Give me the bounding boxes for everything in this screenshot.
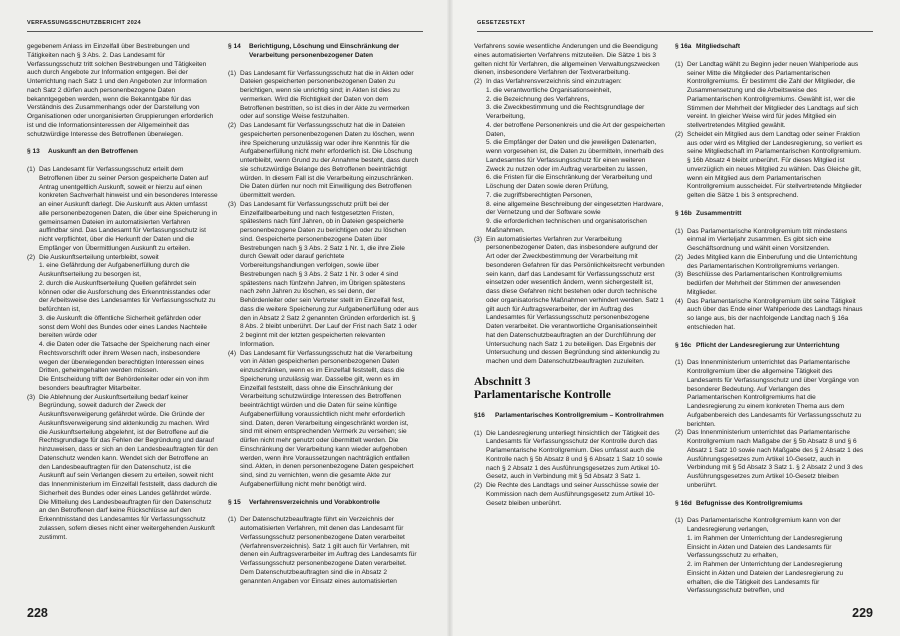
paragraph-text: Jedes Mitglied kann die Einberufung und die Unterrichtung des Parlamentarischen Kontrollgremiums verlangen. xyxy=(687,253,857,270)
numbered-paragraph xyxy=(474,430,665,483)
paragraph-text: Das Innenministerium unterrichtet das Parlamentarische Kontrollgremium nach Maßgabe der § 5b Absatz 8 und § 6 Absatz 1 Satz 10 sowie nach Maßgabe des § 2 Absatz 1 des Ausführungsgesetzes zum Artikel 10-Gesetz, auch in Verbindung mit § 5d Absatz 3 Satz 1. § 2 Absatz 2 und 3 des Ausführungsgesetzes zum Artikel 10-Gesetz bleiben unberührt. xyxy=(687,429,864,489)
paragraph-number xyxy=(675,561,687,596)
section-title: Zusammentritt xyxy=(696,209,742,217)
paragraph-text: 3. die Zweckbestimmung und die Rechtsgrundlage der Verarbeitung, xyxy=(486,104,645,120)
paragraph-number: (2) xyxy=(675,130,684,138)
paragraph-number: (2) xyxy=(474,78,483,85)
paragraph-text: Die Auskunftserteilung unterbleibt, soweit xyxy=(39,253,159,261)
numbered-paragraph xyxy=(228,122,419,201)
numbered-paragraph xyxy=(474,192,665,201)
numbered-paragraph xyxy=(27,254,218,263)
paragraph-text: Die Landesregierung unterliegt hinsichtlich der Tätigkeit des Landesamts für Verfassungsschutz der Kontrolle durch das Parlamentarische Kontrollgremium. Dies umfasst auch die Kontrolle nach § 5b Absatz 8 und § 6 Absatz 1 Satz 10 sowie nach § 2 Absatz 1 des Ausführungsgesetzes zum Artikel 10-Gesetz, auch in Verbindung mit § 5d Absatz 3 Satz 1. xyxy=(486,429,663,481)
section-title: Pflicht der Landesregierung zur Unterrichtung xyxy=(696,341,840,349)
paragraph-number xyxy=(474,192,486,201)
paragraph-text: Die Rechte des Landtags und seiner Ausschüsse sowie der Kommission nach dem Ausführungsgesetz zum Artikel 10-Gesetz bleiben unberührt. xyxy=(486,482,659,507)
numbered-paragraph xyxy=(474,96,665,105)
running-head: GESETZESTEXT xyxy=(477,20,526,26)
paragraph-text: 7. die zugriffsberechtigten Personen, xyxy=(486,191,593,199)
numbered-paragraph xyxy=(675,298,866,333)
numbered-paragraph xyxy=(228,70,419,123)
page-number: 229 xyxy=(852,606,873,620)
numbered-paragraph xyxy=(675,561,866,596)
paragraph-number xyxy=(27,341,39,376)
paragraph-number: (3) xyxy=(474,235,483,243)
paragraph-text: Das Parlamentarische Kontrollgremium kann von der Landesregierung verlangen, xyxy=(687,517,841,533)
paragraph-number: (1) xyxy=(675,359,684,367)
section-title: Befugnisse des Kontrollgremiums xyxy=(696,499,803,507)
paragraph-text: Ein automatisiertes Verfahren zur Verarbeitung personenbezogener Daten, das insbesondere aufgrund der Art oder der Zweckbestimmung der Verarbeitung mit besonderen Gefahren für das Persönlichkeitsrecht verbunden sein kann, darf das Landesamt für Verfassungsschutz erst einsetzen oder wesentlich ändern, wenn sichergestellt ist, dass diese Gefahren nicht bestehen oder durch technische oder organisatorische Maßnahmen verhindert werden. Satz 1 gilt auch für Auftragsverarbeiter, der im Auftrag des Landesamtes für Verfassungsschutz personenbezogene Daten verarbeitet. Die verantwortliche Organisationseinheit hat den Datenschutzbeauftragten an der Durchführung der Untersuchung nach Satz 1 zu beteiligen. Das Ergebnis der Untersuchung und dessen Begründung sind aktenkundig zu machen und dem Datenschutzbeauftragten zuzuleiten. xyxy=(486,235,665,365)
paragraph-text: 1. eine Gefährdung der Aufgabenerfüllung durch die Auskunftserteilung zu besorgen ist, xyxy=(39,262,190,278)
paragraph-number: (3) xyxy=(228,200,237,208)
numbered-paragraph xyxy=(675,61,866,131)
paragraph-number: (1) xyxy=(675,60,684,68)
numbered-paragraph xyxy=(228,516,419,586)
right-column-2 xyxy=(675,43,866,603)
section-heading xyxy=(27,148,218,157)
paragraph-list xyxy=(27,166,218,542)
paragraph: Verfahrens sowie wesentliche Änderungen und die Beendigung eines automatisierten Verfahrens mitzuteilen. Die Sätze 1 bis 3 gelten nicht für Verfahren, die allgemeinen Verwaltungszwecken dienen, insbesondere Verfahren der Textverarbeitung. xyxy=(474,43,660,77)
paragraph-number: (4) xyxy=(228,349,237,357)
section-title: Mitgliedschaft xyxy=(696,43,741,50)
paragraph-number xyxy=(474,122,486,140)
paragraph-text: 4. die Daten oder die Tatsache der Speicherung nach einer Rechtsvorschrift oder ihrem Wesen nach, insbesondere wegen der überwiegenden berechtigten Interessen eines Dritten, geheimgehalten werden müssen. xyxy=(39,341,210,375)
numbered-paragraph xyxy=(228,201,419,350)
numbered-paragraph xyxy=(27,341,218,376)
paragraph-list xyxy=(675,517,866,596)
numbered-paragraph xyxy=(474,201,665,219)
paragraph-text: Das Landesamt für Verfassungsschutz hat die in Dateien gespeicherten personenbezogenen Daten zu löschen, wenn ihre Speicherung unzulässig war oder ihre Kenntnis für die Aufgabenerfüllung nicht mehr erforderlich ist. Die Löschung unterbleibt, wenn Grund zu der Annahme besteht, dass durch sie schutzwürdige Belange des Betroffenen beeinträchtigt würden. In diesem Fall ist die Verarbeitung einzuschränken. Die Daten dürfen nur noch mit Einwilligung des Betroffenen übermittelt werden. xyxy=(240,122,419,199)
section-number: § 14 xyxy=(228,43,241,50)
paragraph-number: (1) xyxy=(228,69,237,77)
paragraph-number: (3) xyxy=(27,393,36,401)
paragraph-text: 2. durch die Auskunftserteilung Quellen gefährdet sein können oder die Ausforschung des Erkenntnisstandes oder der Arbeitsweise des Landesamtes für Verfassungsschutz zu befürchten ist, xyxy=(39,279,216,313)
chapter-number: Abschnitt 3 xyxy=(474,375,531,388)
numbered-paragraph xyxy=(27,262,218,280)
numbered-paragraph xyxy=(27,280,218,315)
paragraph-number: (2) xyxy=(474,482,483,489)
paragraph-text: 4. der betroffene Personenkreis und die Art der gespeicherten Daten, xyxy=(486,121,665,138)
numbered-paragraph xyxy=(474,78,665,87)
paragraph-text: 1. die verantwortliche Organisationseinheit, xyxy=(486,86,612,94)
paragraph-text: Die Entscheidung trifft der Behördenleiter oder ein von ihm besonders beauftragter Mitarbeiter. xyxy=(39,376,209,392)
numbered-paragraph xyxy=(474,482,665,508)
paragraph-number: (3) xyxy=(675,271,684,279)
book-gutter xyxy=(447,0,453,636)
paragraph-list xyxy=(675,61,866,201)
numbered-paragraph xyxy=(675,429,866,490)
paragraph-number xyxy=(474,218,486,236)
numbered-paragraph xyxy=(675,535,866,561)
paragraph-number xyxy=(474,174,486,192)
paragraph-text: Das Landesamt für Verfassungsschutz erteilt dem Betroffenen über zu seiner Person gespeicherte Daten auf Antrag unentgeltlich Auskunft, soweit er hierzu auf einen konkreten Sachverhalt hinweist und ein besonderes Interesse an einer Auskunft darlegt. Die Auskunft aus Akten umfasst alle personenbezogenen Daten, die über eine Speicherung in gemeinsamen Dateien im automatisierten Verfahren auffindbar sind. Das Landesamt für Verfassungsschutz ist nicht verpflichtet, über die Herkunft der Daten und die Empfänger von Übermittlungen Auskunft zu erteilen. xyxy=(39,166,218,252)
paragraph-number: (4) xyxy=(675,297,684,305)
paragraph-text: Das Parlamentarische Kontrollgremium übt seine Tätigkeit auch über das Ende einer Wahlperiode des Landtags hinaus so lange aus, bis der nachfolgende Landtag nach § 16a entschieden hat. xyxy=(687,297,863,331)
section-number: § 16a xyxy=(675,43,692,50)
paragraph-number: (2) xyxy=(675,429,684,437)
numbered-paragraph xyxy=(474,218,665,236)
numbered-paragraph xyxy=(675,131,866,201)
paragraph-text: Scheidet ein Mitglied aus dem Landtag oder seiner Fraktion aus oder wird es Mitglied der Landesregierung, so verliert es seine Mitgliedschaft im Parlamentarischen Kontrollgremium. § 16b Absatz 4 bleibt unberührt. Für dieses Mitglied ist unverzüglich ein neues Mitglied zu wählen. Das Gleiche gilt, wenn ein Mitglied aus dem Parlamentarischen Kontrollgremium ausscheidet. Für stellvertretende Mitglieder gelten die Sätze 1 bis 3 entsprechend. xyxy=(687,130,863,199)
paragraph-number: (1) xyxy=(675,227,684,235)
paragraph-number xyxy=(27,376,39,394)
numbered-paragraph xyxy=(474,174,665,192)
section-heading xyxy=(675,210,866,219)
paragraph-text: Das Landesamt für Verfassungsschutz hat die in Akten oder Dateien gespeicherten personenbezogenen Daten zu berichtigen, wenn sie unrichtig sind; in Akten ist dies zu vermerken. Wird die Richtigkeit der Daten von dem Betroffenen bestritten, so ist dies in der Akte zu vermerken oder auf sonstige Weise festzuhalten. xyxy=(240,69,414,121)
paragraph-text: Das Landesamt für Verfassungsschutz prüft bei der Einzelfallbearbeitung und nach festgesetzten Fristen, spätestens nach fünf Jahren, ob in Dateien gespeicherte personenbezogene Daten zu berichtigen oder zu löschen sind. Gespeicherte personenbezogene Daten über Bestrebungen nach § 3 Abs. 2 Satz 1 Nr. 1, die ihre Ziele durch Gewalt oder darauf gerichtete Vorbereitungshandlungen verfolgen, sowie über Bestrebungen nach § 3 Abs. 2 Satz 1 Nr. 3 oder 4 sind spätestens nach fünfzehn Jahren, im Übrigen spätestens nach zehn Jahren zu löschen, es sei denn, der Behördenleiter oder sein Vertreter stellt im Einzelfall fest, dass die weitere Speicherung zur Aufgabenerfüllung oder aus den in Absatz 2 Satz 2 genannten Gründen erforderlich ist. § 8 Abs. 2 bleibt unberührt. Der Lauf der Frist nach Satz 1 oder 2 beginnt mit der letzten gespeicherten relevanten Information. xyxy=(240,200,419,348)
section-number: § 15 xyxy=(228,498,241,506)
paragraph-text: 9. die erforderlichen technischen und organisatorischen Maßnahmen. xyxy=(486,218,647,234)
section-title: Verfahrensverzeichnis und Vorabkontrolle xyxy=(249,498,380,506)
paragraph-number: (2) xyxy=(27,253,36,261)
paragraph-number xyxy=(474,87,486,96)
section-number: §16 xyxy=(474,411,485,419)
numbered-paragraph xyxy=(675,271,866,297)
section-number: § 16b xyxy=(675,209,692,217)
paragraph-text: In das Verfahrensverzeichnis sind einzutragen: xyxy=(486,78,622,85)
numbered-paragraph xyxy=(474,139,665,174)
paragraph-number xyxy=(474,104,486,122)
paragraph-number xyxy=(27,280,39,315)
numbered-paragraph xyxy=(474,236,665,367)
chapter-title: Parlamentarische Kontrolle xyxy=(474,388,611,401)
paragraph-number xyxy=(27,262,39,280)
paragraph-text: 5. die Empfänger der Daten und die jeweiligen Datenarten, wenn vorgesehen ist, die Daten zu übermitteln, innerhalb des Landesamtes für Verfassungsschutz für einen weiteren Zweck zu nutzen oder im Auftrag verarbeiten zu lassen, xyxy=(486,139,664,173)
paragraph-text: 3. die Auskunft die öffentliche Sicherheit gefährden oder sonst dem Wohl des Bundes oder eines Landes Nachteile bereiten würde oder xyxy=(39,314,208,340)
right-column-1 xyxy=(474,43,665,603)
right-page xyxy=(450,0,900,636)
paragraph-text: Der Datenschutzbeauftragte führt ein Verzeichnis der automatisierten Verfahren, mit denen das Landesamt für Verfassungsschutz personenbezogene Daten verarbeitet (Verfahrensverzeichnis). Satz 1 gilt auch für Verfahren, mit denen ein Auftragsverarbeiter im Auftrag des Landesamts für Verfassungsschutz personenbezogene Daten verarbeitet. Dem Datenschutzbeauftragten sind die in Absatz 2 genannten Angaben vor Einsatz eines automatisierten xyxy=(240,516,417,585)
paragraph-number: (1) xyxy=(27,166,36,173)
paragraph-text: 1. im Rahmen der Unterrichtung der Landesregierung Einsicht in Akten und Dateien des Landesamts für Verfassungsschutz zu erhalten, xyxy=(687,534,843,560)
paragraph-list xyxy=(675,228,866,333)
paragraph-number xyxy=(27,315,39,341)
numbered-paragraph xyxy=(27,376,218,394)
paragraph-number: (2) xyxy=(228,122,237,129)
paragraph-text: 8. eine allgemeine Beschreibung der eingesetzten Hardware, der Vernetzung und der Software sowie xyxy=(486,200,664,217)
numbered-paragraph xyxy=(474,122,665,140)
section-title: Auskunft an den Betroffenen xyxy=(48,148,138,156)
paragraph-number xyxy=(675,535,687,561)
paragraph-number xyxy=(474,96,486,105)
section-number: § 16d xyxy=(675,499,692,507)
left-column-1 xyxy=(27,43,218,603)
paragraph-list xyxy=(474,430,665,509)
paragraph-text: Die Ablehnung der Auskunftserteilung bedarf keiner Begründung, soweit dadurch der Zweck der Auskunftsverweigerung gefährdet würde. Die Gründe der Auskunftsverweigerung sind aktenkundig zu machen. Wird die Auskunftserteilung abgelehnt, ist der Betroffene auf die Rechtsgrundlage für das Fehlen der Begründung und darauf hinzuweisen, dass er sich an den Landesbeauftragten für den Datenschutz wenden kann. Wendet sich der Betroffene an den Landesbeauftragten für den Datenschutz, ist die Auskunft auf sein Verlangen diesem zu erteilen, soweit nicht das Innenministerium im Einzelfall feststellt, dass dadurch die Sicherheit des Bundes oder eines Landes gefährdet würde. Die Mitteilung des Landesbeauftragten für den Datenschutz an den Betroffenen darf keine Rückschlüsse auf den Erkenntnisstand des Landesamtes für Verfassungsschutz zulassen, sofern dieses nicht einer weitergehenden Auskunft zustimmt. xyxy=(39,393,218,541)
paragraph-number: (2) xyxy=(675,253,684,261)
paragraph-list xyxy=(474,78,665,367)
left-column-2 xyxy=(228,43,419,603)
section-heading xyxy=(675,43,866,52)
header-rule xyxy=(477,31,873,32)
paragraph-list xyxy=(675,359,866,490)
section-number: § 16c xyxy=(675,341,692,349)
paragraph-text: Das Innenministerium unterrichtet das Parlamentarische Kontrollgremium über die allgemeine Tätigkeit des Landesamts für Verfassungsschutz und über Vorgänge von besonderer Bedeutung. Auf Verlangen des Parlamentarischen Kontrollgremiums hat die Landesregierung zu einem konkreten Thema aus dem Aufgabenbereich des Landesamts für Verfassungsschutz zu berichten. xyxy=(687,359,862,428)
numbered-paragraph xyxy=(675,254,866,272)
paragraph-number xyxy=(474,139,486,174)
paragraph-text: 2. die Bezeichnung des Verfahrens, xyxy=(486,95,590,103)
numbered-paragraph xyxy=(27,315,218,341)
running-head: VERFASSUNGSSCHUTZBERICHT 2024 xyxy=(27,20,141,26)
numbered-paragraph xyxy=(675,228,866,254)
section-heading xyxy=(675,342,866,351)
paragraph-list xyxy=(228,70,419,490)
page-number: 228 xyxy=(27,606,48,620)
section-title: Parlamentarisches Kontrollgremium – Kontrollrahmen xyxy=(495,411,664,419)
header-rule xyxy=(27,31,423,32)
section-heading xyxy=(675,500,866,509)
paragraph-text: 6. die Fristen für die Einschränkung der Verarbeitung und Löschung der Daten sowie deren Prüfung, xyxy=(486,174,652,190)
paragraph-number: (1) xyxy=(228,516,237,524)
chapter-heading xyxy=(474,376,665,402)
paragraph-text: Der Landtag wählt zu Beginn jeder neuen Wahlperiode aus seiner Mitte die Mitglieder des Parlamentarischen Kontrollgremiums. Er bestimmt die Zahl der Mitglieder, die Zusammensetzung und die Arbeitsweise des Parlamentarischen Kontrollgremiums. Gewählt ist, wer die Stimmen der Mehrheit der Mitglieder des Landtags auf sich vereint. In gleicher Weise wird für jedes Mitglied ein stellvertretendes Mitglied gewählt. xyxy=(687,60,859,129)
paragraph-list xyxy=(228,516,419,586)
paragraph-text: Beschlüsse des Parlamentarischen Kontrollgremiums bedürfen der Mehrheit der Stimmen der anwesenden Mitglieder. xyxy=(687,271,843,296)
numbered-paragraph xyxy=(675,517,866,535)
numbered-paragraph xyxy=(474,87,665,96)
paragraph: gegebenem Anlass im Einzelfall über Bestrebungen und Tätigkeiten nach § 3 Abs. 2. Das Landesamt für Verfassungsschutz tritt solchen Bestrebungen und Tätigkeiten auch durch Angebote zur Information entgegen. Bei der Unterrichtung nach Satz 1 und den Angeboten zur Information nach Satz 2 dürfen auch personenbezogene Daten bekanntgegeben werden, wenn die Bekanntgabe für das Verständnis des Zusammenhangs oder der Darstellung von Organisationen oder unorganisierten Gruppierungen erforderlich ist und die Informationsinteressen der Allgemeinheit das schutzwürdige Interesse des Betroffenen überwiegen. xyxy=(27,43,214,138)
paragraph-number xyxy=(474,201,486,219)
section-number: § 13 xyxy=(27,148,40,156)
numbered-paragraph xyxy=(675,359,866,429)
paragraph-text: 2. im Rahmen der Unterrichtung der Landesregierung Einsicht in Akten und Dateien der Landesregierung zu erhalten, die die Tätigkeit des Landesamts für Verfassungsschutz betreffen, und xyxy=(687,561,844,595)
paragraph-text: Das Landesamt für Verfassungsschutz hat die Verarbeitung von in Akten gespeicherten personenbezogenen Daten einzuschränken, wenn es im Einzelfall feststellt, dass die Speicherung unzulässig war. Dasselbe gilt, wenn es im Einzelfall feststellt, dass ohne die Einschränkung der Verarbeitung schutzwürdige Interessen des Betroffenen beeinträchtigt würden und die Daten für seine künftige Aufgabenerfüllung voraussichtlich nicht mehr erforderlich sind. Daten, deren Verarbeitung eingeschränkt worden ist, sind mit einem entsprechenden Vermerk zu versehen; sie dürfen nicht mehr genutzt oder übermittelt werden. Die Einschränkung der Verarbeitung kann wieder aufgehoben werden, wenn ihre Voraussetzungen nachträglich entfallen sind. Akten, in denen personenbezogene Daten gespeichert sind, sind zu vernichten, wenn die gesamte Akte zur Aufgabenerfüllung nicht mehr benötigt wird. xyxy=(240,349,414,488)
numbered-paragraph xyxy=(27,166,218,254)
paragraph-text: Das Parlamentarische Kontrollgremium tritt mindestens einmal im Vierteljahr zusammen. Es gibt sich eine Geschäftsordnung und wählt einen Vorsitzenden. xyxy=(687,227,848,252)
section-title: Berichtigung, Löschung und Einschränkung der Verarbeitung personenbezogener Daten xyxy=(249,43,400,59)
numbered-paragraph xyxy=(474,104,665,122)
section-heading xyxy=(228,43,419,61)
paragraph-number: (1) xyxy=(675,517,684,525)
section-heading xyxy=(474,412,665,421)
paragraph-number: (1) xyxy=(474,429,483,437)
numbered-paragraph xyxy=(27,394,218,543)
numbered-paragraph xyxy=(228,350,419,490)
section-heading xyxy=(228,499,419,508)
